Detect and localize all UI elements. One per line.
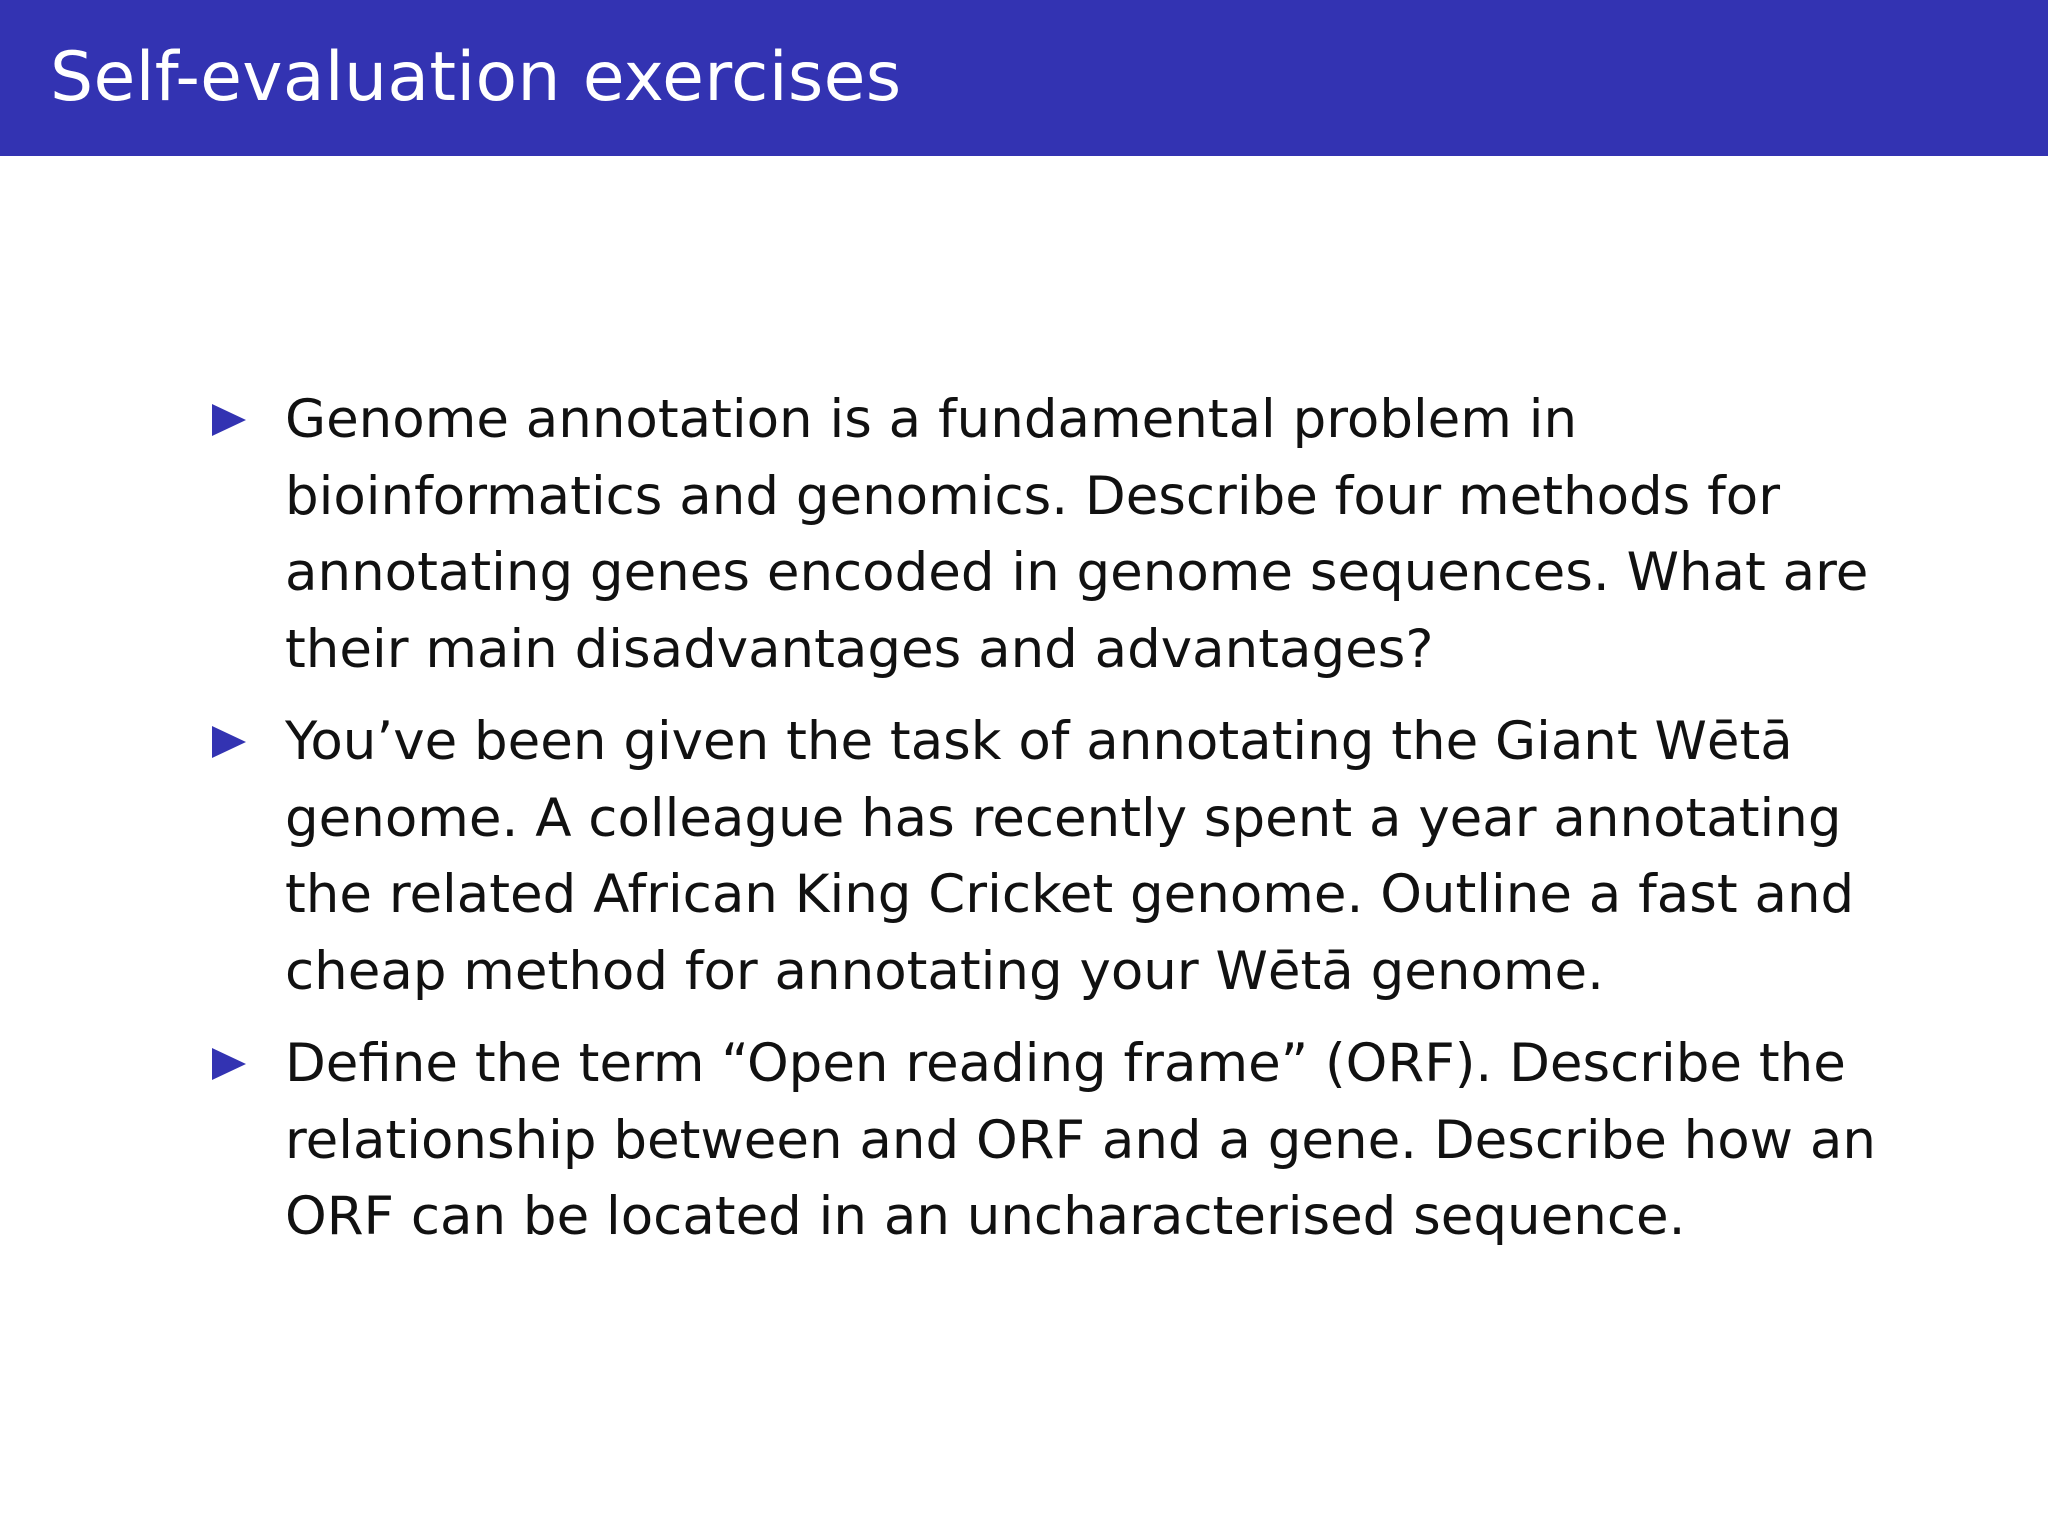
- exercise-item-1: [210, 382, 1910, 688]
- exercise-item-2: [210, 704, 1910, 1010]
- slide-title: Self-evaluation exercises: [50, 38, 902, 117]
- exercise-text-2: You’ve been given the task of annotating the Giant Wētā genome. A colleague has recently spent a year annotating the related African King Cricket genome. Outline a fast and cheap method for annotating your Wētā genome.: [285, 711, 1855, 1002]
- exercise-text-3: Define the term “Open reading frame” (ORF). Describe the relationship between and ORF and a gene. Describe how an ORF can be located in an uncharacterised sequence.: [285, 1033, 1876, 1247]
- slide-title-bar: [0, 0, 2048, 156]
- triangle-right-icon: [210, 401, 248, 439]
- exercise-text-1: Genome annotation is a fundamental problem in bioinformatics and genomics. Describe four methods for annotating genes encoded in genome sequences. What are their main disadvantages and advantages?: [285, 389, 1869, 680]
- triangle-right-icon: [210, 723, 248, 761]
- exercise-item-3: [210, 1026, 1910, 1256]
- exercise-list: [210, 382, 1910, 1272]
- triangle-right-icon: [210, 1045, 248, 1083]
